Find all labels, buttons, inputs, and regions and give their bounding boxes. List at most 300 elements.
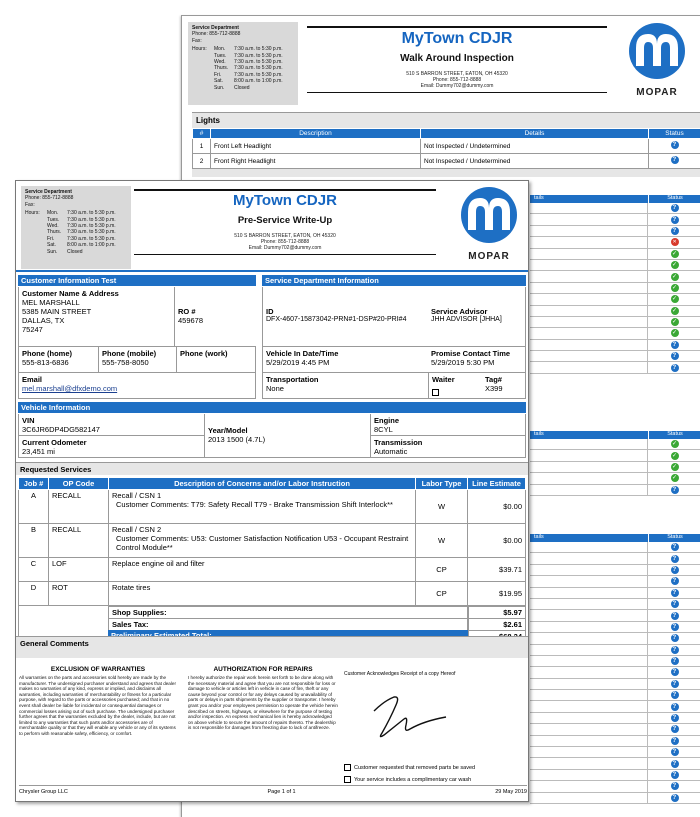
- label: Tag#: [485, 375, 502, 384]
- header-rule-bottom: [134, 254, 436, 255]
- status-row: [530, 622, 700, 633]
- value: 3C6JR6DP4DG582147: [22, 425, 100, 434]
- question-icon: [671, 703, 679, 711]
- hours-row: [47, 249, 116, 255]
- label: Waiter: [432, 375, 455, 384]
- dealer-name: MyTown CDJR: [401, 30, 513, 47]
- hours-day: Thurs.: [47, 229, 62, 236]
- status-row: [530, 351, 700, 362]
- question-icon: [671, 725, 679, 733]
- header-rule-bottom: [307, 92, 607, 93]
- id-value: DFX-4607-15873042-PRN#1-DSP#20-PRI#4: [266, 316, 407, 323]
- status-row: [530, 450, 700, 461]
- year-model: [204, 414, 370, 458]
- status-row: [530, 473, 700, 484]
- status-row: [530, 793, 700, 804]
- mopar-m-icon: [622, 22, 692, 82]
- hours-day: Thurs.: [214, 65, 229, 72]
- status-row: [530, 317, 700, 328]
- status-row: [530, 226, 700, 237]
- hours-list: [214, 46, 283, 91]
- question-icon: [671, 737, 679, 745]
- table-row: [19, 582, 526, 606]
- col-job: Job #: [19, 478, 49, 490]
- status-group-header: [530, 534, 700, 542]
- table-row: [19, 558, 526, 582]
- ro-number: [174, 287, 256, 347]
- status-row: [530, 362, 700, 373]
- hours-time: 7:30 a.m. to 5:30 p.m.: [67, 235, 116, 242]
- current-odometer: [18, 436, 204, 458]
- question-icon: [671, 204, 679, 212]
- value: X399: [485, 384, 503, 393]
- promise-contact-time: [428, 347, 526, 373]
- status-group-header: [530, 431, 700, 439]
- job-number: C: [19, 558, 49, 582]
- customer-comment: Customer Comments: T79: Safety Recall T79 - Brake Transmission Shift Interlock**: [116, 500, 393, 509]
- status-group-1: [530, 195, 700, 374]
- op-code: ROT: [49, 582, 109, 606]
- phone-work: [176, 347, 256, 373]
- phone: Phone: 855-712-8888: [432, 77, 482, 83]
- table-row: [19, 524, 526, 558]
- line-estimate: $0.00: [468, 524, 526, 558]
- question-icon: [671, 543, 679, 551]
- service-advisor: [428, 287, 526, 347]
- row-desc: Front Left Headlight: [211, 139, 421, 154]
- job-number: D: [19, 582, 49, 606]
- status-row: [530, 633, 700, 644]
- status-col-label: Status: [648, 534, 700, 542]
- hours-label: Hours:: [25, 210, 40, 217]
- customer-zip: 75247: [22, 325, 43, 334]
- op-code: RECALL: [49, 490, 109, 524]
- dept-phone: Phone: 855-712-8888: [25, 195, 74, 202]
- hours-day: Sun.: [47, 248, 58, 255]
- phone: Phone: 855-712-8888: [260, 239, 310, 245]
- status-row: [530, 439, 700, 450]
- hours-day: Sun.: [214, 84, 225, 91]
- col-description: Description of Concerns and/or Labor Instruction: [109, 478, 416, 490]
- hours-time: 7:30 a.m. to 5:30 p.m.: [234, 71, 283, 78]
- status-row: [530, 260, 700, 271]
- tax-label: Sales Tax:: [108, 618, 468, 630]
- col-details: Details: [421, 129, 649, 139]
- row-desc: Front Right Headlight: [211, 154, 421, 169]
- waiter-checkbox[interactable]: [432, 389, 439, 396]
- status-row: [530, 203, 700, 214]
- question-icon: [671, 760, 679, 768]
- job-number: A: [19, 490, 49, 524]
- general-comments-bar: [16, 636, 528, 658]
- sales-tax-row: [18, 618, 526, 630]
- customer-comment: Customer Comments: U53: Customer Satisfaction Notification U53 - Occupant Restraint Control Module**: [116, 534, 409, 552]
- status-row: [530, 758, 700, 769]
- question-icon: [671, 341, 679, 349]
- status-row: [530, 667, 700, 678]
- col-op-code: OP Code: [49, 478, 109, 490]
- status-col-label: Status: [648, 195, 700, 203]
- check2-label: Your service includes a complimentary car wash: [354, 776, 472, 783]
- label: Service Advisor: [431, 307, 488, 316]
- hours-time: Closed: [67, 248, 83, 255]
- check-icon: [671, 318, 679, 326]
- status-row: [530, 283, 700, 294]
- question-icon: [671, 691, 679, 699]
- service-description: [109, 490, 416, 524]
- mopar-logo: [454, 186, 524, 262]
- signature-block: [344, 671, 524, 783]
- details-col-label: tails: [534, 431, 544, 437]
- ro-value: 459678: [178, 316, 204, 325]
- status-row: [530, 485, 700, 496]
- check-icon: [671, 463, 679, 471]
- label: Email: [22, 375, 43, 384]
- label: VIN: [22, 416, 35, 425]
- status-row: [530, 553, 700, 564]
- shop-supplies-row: [18, 606, 526, 618]
- tax-value: $2.61: [468, 618, 526, 630]
- table-row: [193, 154, 700, 169]
- label: Engine: [374, 416, 400, 425]
- save-parts-row: [344, 764, 524, 771]
- value: Automatic: [374, 447, 408, 456]
- value: 2013 1500 (4.7L): [208, 435, 266, 444]
- line-estimate: $0.00: [468, 490, 526, 524]
- dept-hours: [192, 46, 294, 91]
- question-icon: [671, 600, 679, 608]
- hours-day: Mon.: [47, 210, 59, 217]
- status-row: [530, 588, 700, 599]
- label: Phone (work): [180, 349, 228, 358]
- car-wash-row: [344, 776, 524, 783]
- row-status: [649, 154, 700, 169]
- footer-right: 29 May 2019: [495, 789, 527, 795]
- status-row: [530, 701, 700, 712]
- mopar-word: MOPAR: [468, 251, 510, 262]
- customer-name: MEL MARSHALL: [22, 298, 80, 307]
- status-row: [530, 610, 700, 621]
- dept-hours: [25, 210, 127, 255]
- check-icon: [671, 452, 679, 460]
- header-rule: [307, 26, 607, 28]
- customer-section-header: Customer Information Test: [18, 275, 256, 286]
- hours-time: 7:30 a.m. to 5:30 p.m.: [67, 229, 116, 236]
- address: 510 S BARRON STREET, EATON, OH 45320: [234, 233, 336, 239]
- status-row: [530, 214, 700, 225]
- value: 8CYL: [374, 425, 393, 434]
- value: 5/29/2019 4:45 PM: [266, 358, 330, 367]
- hours-time: 8:00 a.m. to 1:00 p.m.: [234, 78, 283, 85]
- requested-services-table: [18, 477, 526, 606]
- footer-left: Chrysler Group LLC: [19, 789, 68, 795]
- status-row: [530, 542, 700, 553]
- labor-type: CP: [416, 558, 468, 582]
- supplies-value: $5.97: [468, 606, 526, 618]
- doc-title: Walk Around Inspection: [400, 53, 514, 64]
- vin: [18, 414, 204, 436]
- question-icon: [671, 623, 679, 631]
- dept-fax: Fax:: [192, 37, 202, 44]
- tag-number: [482, 373, 526, 399]
- check1-label: Customer requested that removed parts be saved: [354, 764, 476, 771]
- question-icon: [671, 680, 679, 688]
- hours-time: 7:30 a.m. to 5:30 p.m.: [234, 59, 283, 66]
- email: Email: Dummy702@dummy.com: [248, 245, 322, 251]
- dealer-name: MyTown CDJR: [233, 192, 337, 209]
- dept-title: Service Department: [25, 189, 72, 195]
- email-link[interactable]: mel.marshall@dfxdemo.com: [22, 384, 118, 393]
- service-dept-box: [188, 22, 298, 105]
- service-description: [109, 558, 416, 582]
- service-dept-box: [21, 186, 131, 269]
- status-row: [530, 237, 700, 248]
- label: Vehicle In Date/Time: [266, 349, 339, 358]
- address: 510 S BARRON STREET, EATON, OH 45320: [406, 71, 508, 77]
- status-row: [530, 713, 700, 724]
- question-icon: [671, 657, 679, 665]
- status-row: [530, 462, 700, 473]
- dept-fax: Fax:: [25, 201, 35, 208]
- dept-phone: Phone: 855-712-8888: [192, 31, 241, 38]
- hours-day: Sat.: [47, 242, 56, 249]
- transportation: [262, 373, 428, 399]
- requested-services-table-wrap: [18, 477, 526, 643]
- status-row: [530, 565, 700, 576]
- line-estimate: $19.95: [468, 582, 526, 606]
- value: 5/29/2019 5:30 PM: [431, 358, 495, 367]
- question-icon: [671, 668, 679, 676]
- status-row: [530, 736, 700, 747]
- check-icon: [671, 307, 679, 315]
- requested-services-title: Requested Services: [20, 465, 92, 474]
- status-group-header: [530, 195, 700, 203]
- hours-day: Wed.: [47, 223, 59, 230]
- question-icon: [671, 714, 679, 722]
- phone-home: [18, 347, 98, 373]
- question-icon: [671, 771, 679, 779]
- hours-time: 7:30 a.m. to 5:30 p.m.: [234, 65, 283, 72]
- value: 555-758-8050: [102, 358, 149, 367]
- label: ID: [266, 307, 274, 316]
- check-icon: [671, 329, 679, 337]
- line-estimate: $39.71: [468, 558, 526, 582]
- dealer-address-block: [134, 233, 436, 251]
- doc-title: Pre-Service Write-Up: [237, 215, 333, 226]
- question-icon: [671, 352, 679, 360]
- status-row: [530, 656, 700, 667]
- row-details: Not Inspected / Undetermined: [421, 154, 649, 169]
- auth-text: I hereby authorize the repair work herein set forth to be done along with the necessary material and agree that you are not responsible for loss or damage to vehicle or articles left in vehicle in case of fire, theft or any cause beyond your control or for any delays caused by unavailability of parts or delays in parts shipments by the supplier or transporter. I hereby grant you and/or your employees permission to operate the vehicle herein described on streets, highways, or elsewhere for the purpose of testing and/or inspection. An express mechanical lien is hereby acknowledged on above vehicle to secure the amount of repairs thereto. The dealership is not responsible for damages from freezing due to lack of antifreeze.: [188, 675, 338, 731]
- labor-type: W: [416, 524, 468, 558]
- status-row: [530, 249, 700, 260]
- hours-day: Sat.: [214, 78, 223, 85]
- check-icon: [671, 284, 679, 292]
- question-icon: [671, 555, 679, 563]
- question-icon: [671, 794, 679, 802]
- vehicle-in-date: [262, 347, 428, 373]
- table-row: [193, 139, 700, 154]
- status-row: [530, 328, 700, 339]
- label: Phone (home): [22, 349, 72, 358]
- dealer-address-block: [307, 71, 607, 89]
- question-icon: [671, 156, 679, 164]
- question-icon: [671, 612, 679, 620]
- status-group-2: [530, 431, 700, 496]
- lights-section: [192, 112, 700, 177]
- save-parts-checkbox[interactable]: [344, 764, 351, 771]
- dept-title: Service Department: [192, 25, 239, 31]
- label: Promise Contact Time: [431, 349, 511, 358]
- warranty-title: EXCLUSION OF WARRANTIES: [50, 666, 146, 673]
- check-icon: [671, 273, 679, 281]
- status-row: [530, 724, 700, 735]
- hours-time: 7:30 a.m. to 5:30 p.m.: [234, 52, 283, 59]
- value: 23,451 mi: [22, 447, 55, 456]
- hours-time: 7:30 a.m. to 5:30 p.m.: [67, 223, 116, 230]
- auth-title: AUTHORIZATION FOR REPAIRS: [213, 666, 313, 673]
- question-icon: [671, 566, 679, 574]
- status-row: [530, 679, 700, 690]
- email: Email: Dummy702@dummy.com: [420, 83, 494, 89]
- waiter: [428, 373, 482, 399]
- status-row: [530, 770, 700, 781]
- hours-label: Hours:: [192, 46, 207, 53]
- hours-day: Tues.: [47, 216, 60, 223]
- labor-type: W: [416, 490, 468, 524]
- service-section-header: Service Department Information: [262, 275, 526, 286]
- footer-center: Page 1 of 1: [267, 789, 296, 795]
- question-icon: [671, 577, 679, 585]
- car-wash-checkbox[interactable]: [344, 776, 351, 783]
- check-icon: [671, 474, 679, 482]
- hours-day: Fri.: [47, 235, 55, 242]
- pre-service-write-up-page: [15, 180, 529, 802]
- service-id: [262, 287, 428, 347]
- row-details: Not Inspected / Undetermined: [421, 139, 649, 154]
- hours-time: 7:30 a.m. to 5:30 p.m.: [67, 216, 116, 223]
- mopar-logo: [622, 22, 692, 98]
- ack-text: Customer Acknowledges Receipt of a copy Hereof: [344, 671, 456, 677]
- label: Year/Model: [208, 426, 248, 435]
- table-row: [19, 490, 526, 524]
- hours-row: [214, 85, 283, 91]
- advisor-value: JHH ADVISOR [JHHA]: [431, 316, 502, 323]
- question-icon: [671, 782, 679, 790]
- question-icon: [671, 227, 679, 235]
- phone-mobile: [98, 347, 176, 373]
- question-icon: [671, 364, 679, 372]
- status-row: [530, 271, 700, 282]
- check-icon: [671, 295, 679, 303]
- col-num: #: [193, 129, 211, 139]
- check-icon: [671, 440, 679, 448]
- hours-time: 7:30 a.m. to 5:30 p.m.: [67, 210, 116, 217]
- customer-name-address: [18, 287, 174, 347]
- question-icon: [671, 216, 679, 224]
- mopar-word: MOPAR: [636, 87, 678, 98]
- details-col-label: tails: [534, 195, 544, 201]
- hours-day: Wed.: [214, 59, 226, 66]
- hours-day: Fri.: [214, 71, 222, 78]
- supplies-label: Shop Supplies:: [108, 606, 468, 618]
- status-row: [530, 340, 700, 351]
- header-divider: [16, 270, 528, 272]
- label: Transmission: [374, 438, 423, 447]
- service-title: Rotate tires: [112, 583, 151, 592]
- status-row: [530, 294, 700, 305]
- op-code: LOF: [49, 558, 109, 582]
- question-icon: [671, 748, 679, 756]
- row-status: [649, 139, 700, 154]
- fail-icon: [671, 238, 679, 246]
- row-num: 2: [193, 154, 211, 169]
- status-row: [530, 576, 700, 587]
- labor-type: CP: [416, 582, 468, 606]
- requested-services-bar: [16, 462, 528, 475]
- label: Current Odometer: [22, 438, 87, 447]
- service-title: Recall / CSN 1: [112, 491, 162, 500]
- authorization-block: [188, 666, 338, 731]
- col-description: Description: [211, 129, 421, 139]
- status-row: [530, 599, 700, 610]
- op-code: RECALL: [49, 524, 109, 558]
- vehicle-section-header: Vehicle Information: [18, 402, 526, 413]
- col-line-estimate: Line Estimate: [468, 478, 526, 490]
- job-number: B: [19, 524, 49, 558]
- label: RO #: [178, 307, 196, 316]
- status-col-label: Status: [648, 431, 700, 439]
- col-status: Status: [649, 129, 700, 139]
- status-row: [530, 690, 700, 701]
- question-icon: [671, 634, 679, 642]
- question-icon: [671, 589, 679, 597]
- mopar-m-icon: [454, 186, 524, 246]
- hours-list: [47, 210, 116, 255]
- details-col-label: tails: [534, 534, 544, 540]
- engine: [370, 414, 526, 436]
- service-description: [109, 524, 416, 558]
- status-group-3: [530, 534, 700, 804]
- value: 555-813-6836: [22, 358, 69, 367]
- question-icon: [671, 486, 679, 494]
- service-title: Recall / CSN 2: [112, 525, 162, 534]
- lights-table: [192, 128, 700, 169]
- transmission: [370, 436, 526, 458]
- col-labor-type: Labor Type: [416, 478, 468, 490]
- lights-title: Lights: [196, 116, 220, 125]
- status-row: [530, 781, 700, 792]
- customer-city: DALLAS, TX: [22, 316, 65, 325]
- warranty-block: [19, 666, 177, 737]
- page-footer: [19, 785, 527, 795]
- service-title: Replace engine oil and filter: [112, 559, 205, 568]
- service-description: [109, 582, 416, 606]
- hours-day: Tues.: [214, 52, 227, 59]
- hours-day: Mon.: [214, 46, 226, 53]
- label: Transportation: [266, 375, 319, 384]
- customer-street: 5385 MAIN STREET: [22, 307, 92, 316]
- row-num: 1: [193, 139, 211, 154]
- check-icon: [671, 250, 679, 258]
- value: None: [266, 384, 284, 393]
- question-icon: [671, 646, 679, 654]
- hours-time: 8:00 a.m. to 1:00 p.m.: [67, 242, 116, 249]
- question-icon: [671, 141, 679, 149]
- label: Phone (mobile): [102, 349, 157, 358]
- status-row: [530, 747, 700, 758]
- header-rule: [134, 189, 436, 191]
